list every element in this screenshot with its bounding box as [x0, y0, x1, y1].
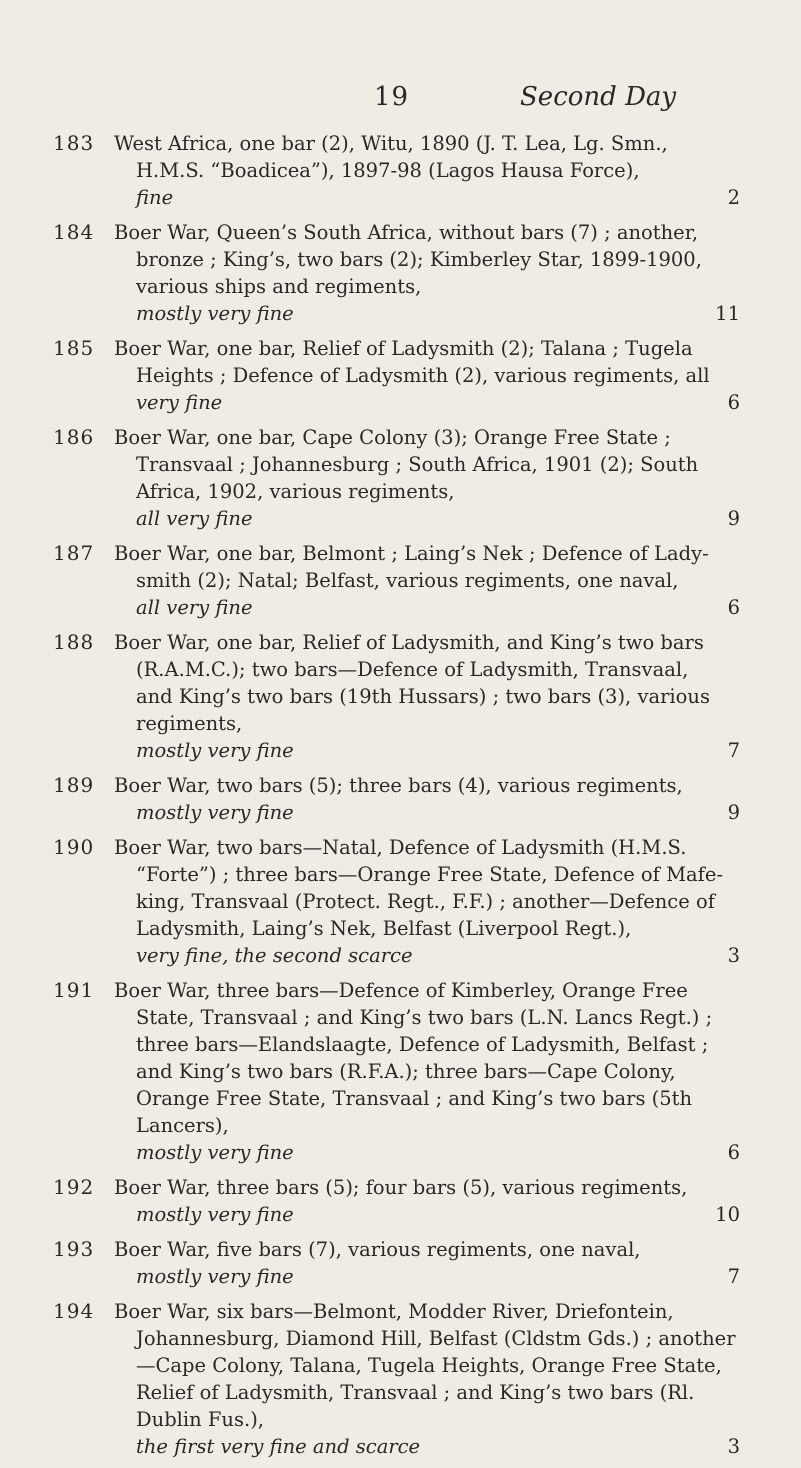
condition-line — [114, 1201, 744, 1228]
condition-note: the first very fine and scarce — [136, 1435, 421, 1458]
description-line: “Forte”) ; three bars—Orange Free State, Defence of Mafe- — [136, 863, 724, 886]
description-line: bronze ; King’s, two bars (2); Kimberley Star, 1899-1900, — [136, 248, 702, 271]
description-line: Boer War, one bar, Relief of Ladysmith (2); Talana ; Tugela — [114, 337, 693, 360]
lot-number: 187 — [53, 541, 95, 565]
lot-list — [0, 130, 801, 1468]
lot-entry — [0, 219, 801, 327]
condition-line — [114, 799, 744, 826]
lot-number: 188 — [53, 630, 95, 654]
description-line: Boer War, two bars—Natal, Defence of Ladysmith (H.M.S. — [114, 836, 687, 859]
description-line: H.M.S. “Boadicea”), 1897-98 (Lagos Hausa Force), — [136, 159, 640, 182]
condition-note: mostly very fine — [136, 801, 294, 824]
description-line: and King’s two bars (R.F.A.); three bars—Cape Colony, — [136, 1060, 676, 1083]
lot-number: 184 — [53, 220, 95, 244]
description-line: and King’s two bars (19th Hussars) ; two bars (3), various — [136, 685, 710, 708]
description-line: Relief of Ladysmith, Transvaal ; and King’s two bars (Rl. — [136, 1381, 695, 1404]
condition-note: mostly very fine — [136, 1265, 294, 1288]
lot-quantity: 3 — [727, 1435, 740, 1458]
lot-description — [114, 629, 744, 764]
lot-entry — [0, 834, 801, 969]
lot-description — [114, 540, 744, 621]
lot-description — [114, 219, 744, 327]
condition-line — [114, 300, 744, 327]
description-line: State, Transvaal ; and King’s two bars (L.N. Lancs Regt.) ; — [136, 1006, 713, 1029]
condition-line — [114, 1433, 744, 1460]
lot-number: 194 — [53, 1299, 95, 1323]
page-number: 19 — [374, 82, 410, 112]
description-line: Africa, 1902, various regiments, — [136, 480, 455, 503]
condition-line — [114, 505, 744, 532]
condition-line — [114, 1263, 744, 1290]
lot-entry — [0, 424, 801, 532]
condition-note: very fine — [136, 391, 223, 414]
lot-description — [114, 977, 744, 1166]
lot-entry — [0, 130, 801, 211]
condition-line — [114, 594, 744, 621]
description-line: regiments, — [136, 712, 243, 735]
description-line: Orange Free State, Transvaal ; and King’s two bars (5th — [136, 1087, 693, 1110]
page-header — [0, 82, 801, 122]
condition-note: very fine, the second scarce — [136, 944, 413, 967]
condition-line — [114, 737, 744, 764]
condition-line — [114, 1139, 744, 1166]
description-line: —Cape Colony, Talana, Tugela Heights, Orange Free State, — [136, 1354, 722, 1377]
description-line: Lancers), — [136, 1114, 229, 1137]
lot-number: 189 — [53, 773, 95, 797]
lot-entry — [0, 977, 801, 1166]
lot-quantity: 9 — [727, 801, 740, 824]
description-line: West Africa, one bar (2), Witu, 1890 (J. T. Lea, Lg. Smn., — [114, 132, 668, 155]
condition-note: fine — [136, 186, 174, 209]
description-line: Boer War, one bar, Cape Colony (3); Orange Free State ; — [114, 426, 671, 449]
lot-description — [114, 772, 744, 826]
lot-description — [114, 424, 744, 532]
description-line: Dublin Fus.), — [136, 1408, 265, 1431]
lot-number: 192 — [53, 1175, 95, 1199]
lot-quantity: 6 — [727, 1141, 740, 1164]
lot-entry — [0, 1298, 801, 1460]
lot-entry — [0, 335, 801, 416]
condition-note: mostly very fine — [136, 1141, 294, 1164]
lot-quantity: 7 — [727, 739, 740, 762]
lot-quantity: 6 — [727, 391, 740, 414]
lot-quantity: 7 — [727, 1265, 740, 1288]
condition-note: all very fine — [136, 596, 253, 619]
condition-note: mostly very fine — [136, 302, 294, 325]
lot-entry — [0, 772, 801, 826]
lot-number: 185 — [53, 336, 95, 360]
lot-description — [114, 335, 744, 416]
lot-description — [114, 1174, 744, 1228]
lot-number: 186 — [53, 425, 95, 449]
lot-entry — [0, 540, 801, 621]
description-line: Ladysmith, Laing’s Nek, Belfast (Liverpool Regt.), — [136, 917, 632, 940]
lot-number: 190 — [53, 835, 95, 859]
lot-quantity: 3 — [727, 944, 740, 967]
lot-quantity: 9 — [727, 507, 740, 530]
lot-quantity: 11 — [715, 302, 740, 325]
description-line: king, Transvaal (Protect. Regt., F.F.) ; another—Defence of — [136, 890, 715, 913]
condition-line — [114, 184, 744, 211]
lot-description — [114, 130, 744, 211]
lot-number: 191 — [53, 978, 95, 1002]
lot-description — [114, 1236, 744, 1290]
lot-description — [114, 1298, 744, 1460]
description-line: (R.A.M.C.); two bars—Defence of Ladysmith, Transvaal, — [136, 658, 689, 681]
description-line: Boer War, one bar, Relief of Ladysmith, and King’s two bars — [114, 631, 704, 654]
description-line: Boer War, five bars (7), various regiments, one naval, — [114, 1238, 641, 1261]
description-line: smith (2); Natal; Belfast, various regiments, one naval, — [136, 569, 679, 592]
running-head: Second Day — [520, 82, 677, 112]
condition-note: all very fine — [136, 507, 253, 530]
description-line: Boer War, six bars—Belmont, Modder River, Driefontein, — [114, 1300, 674, 1323]
description-line: Transvaal ; Johannesburg ; South Africa, 1901 (2); South — [136, 453, 699, 476]
description-line: three bars—Elandslaagte, Defence of Ladysmith, Belfast ; — [136, 1033, 709, 1056]
lot-quantity: 6 — [727, 596, 740, 619]
description-line: Boer War, two bars (5); three bars (4), various regiments, — [114, 774, 683, 797]
condition-line — [114, 942, 744, 969]
description-line: Boer War, Queen’s South Africa, without bars (7) ; another, — [114, 221, 699, 244]
description-line: various ships and regiments, — [136, 275, 422, 298]
lot-entry — [0, 1174, 801, 1228]
description-line: Heights ; Defence of Ladysmith (2), various regiments, all — [136, 364, 710, 387]
lot-number: 183 — [53, 131, 95, 155]
condition-note: mostly very fine — [136, 1203, 294, 1226]
description-line: Johannesburg, Diamond Hill, Belfast (Cldstm Gds.) ; another — [136, 1327, 736, 1350]
lot-description — [114, 834, 744, 969]
lot-entry — [0, 629, 801, 764]
lot-number: 193 — [53, 1237, 95, 1261]
condition-note: mostly very fine — [136, 739, 294, 762]
description-line: Boer War, three bars (5); four bars (5), various regiments, — [114, 1176, 688, 1199]
description-line: Boer War, three bars—Defence of Kimberley, Orange Free — [114, 979, 688, 1002]
description-line: Boer War, one bar, Belmont ; Laing’s Nek ; Defence of Lady- — [114, 542, 709, 565]
lot-quantity: 10 — [715, 1203, 740, 1226]
lot-entry — [0, 1236, 801, 1290]
lot-quantity: 2 — [727, 186, 740, 209]
condition-line — [114, 389, 744, 416]
